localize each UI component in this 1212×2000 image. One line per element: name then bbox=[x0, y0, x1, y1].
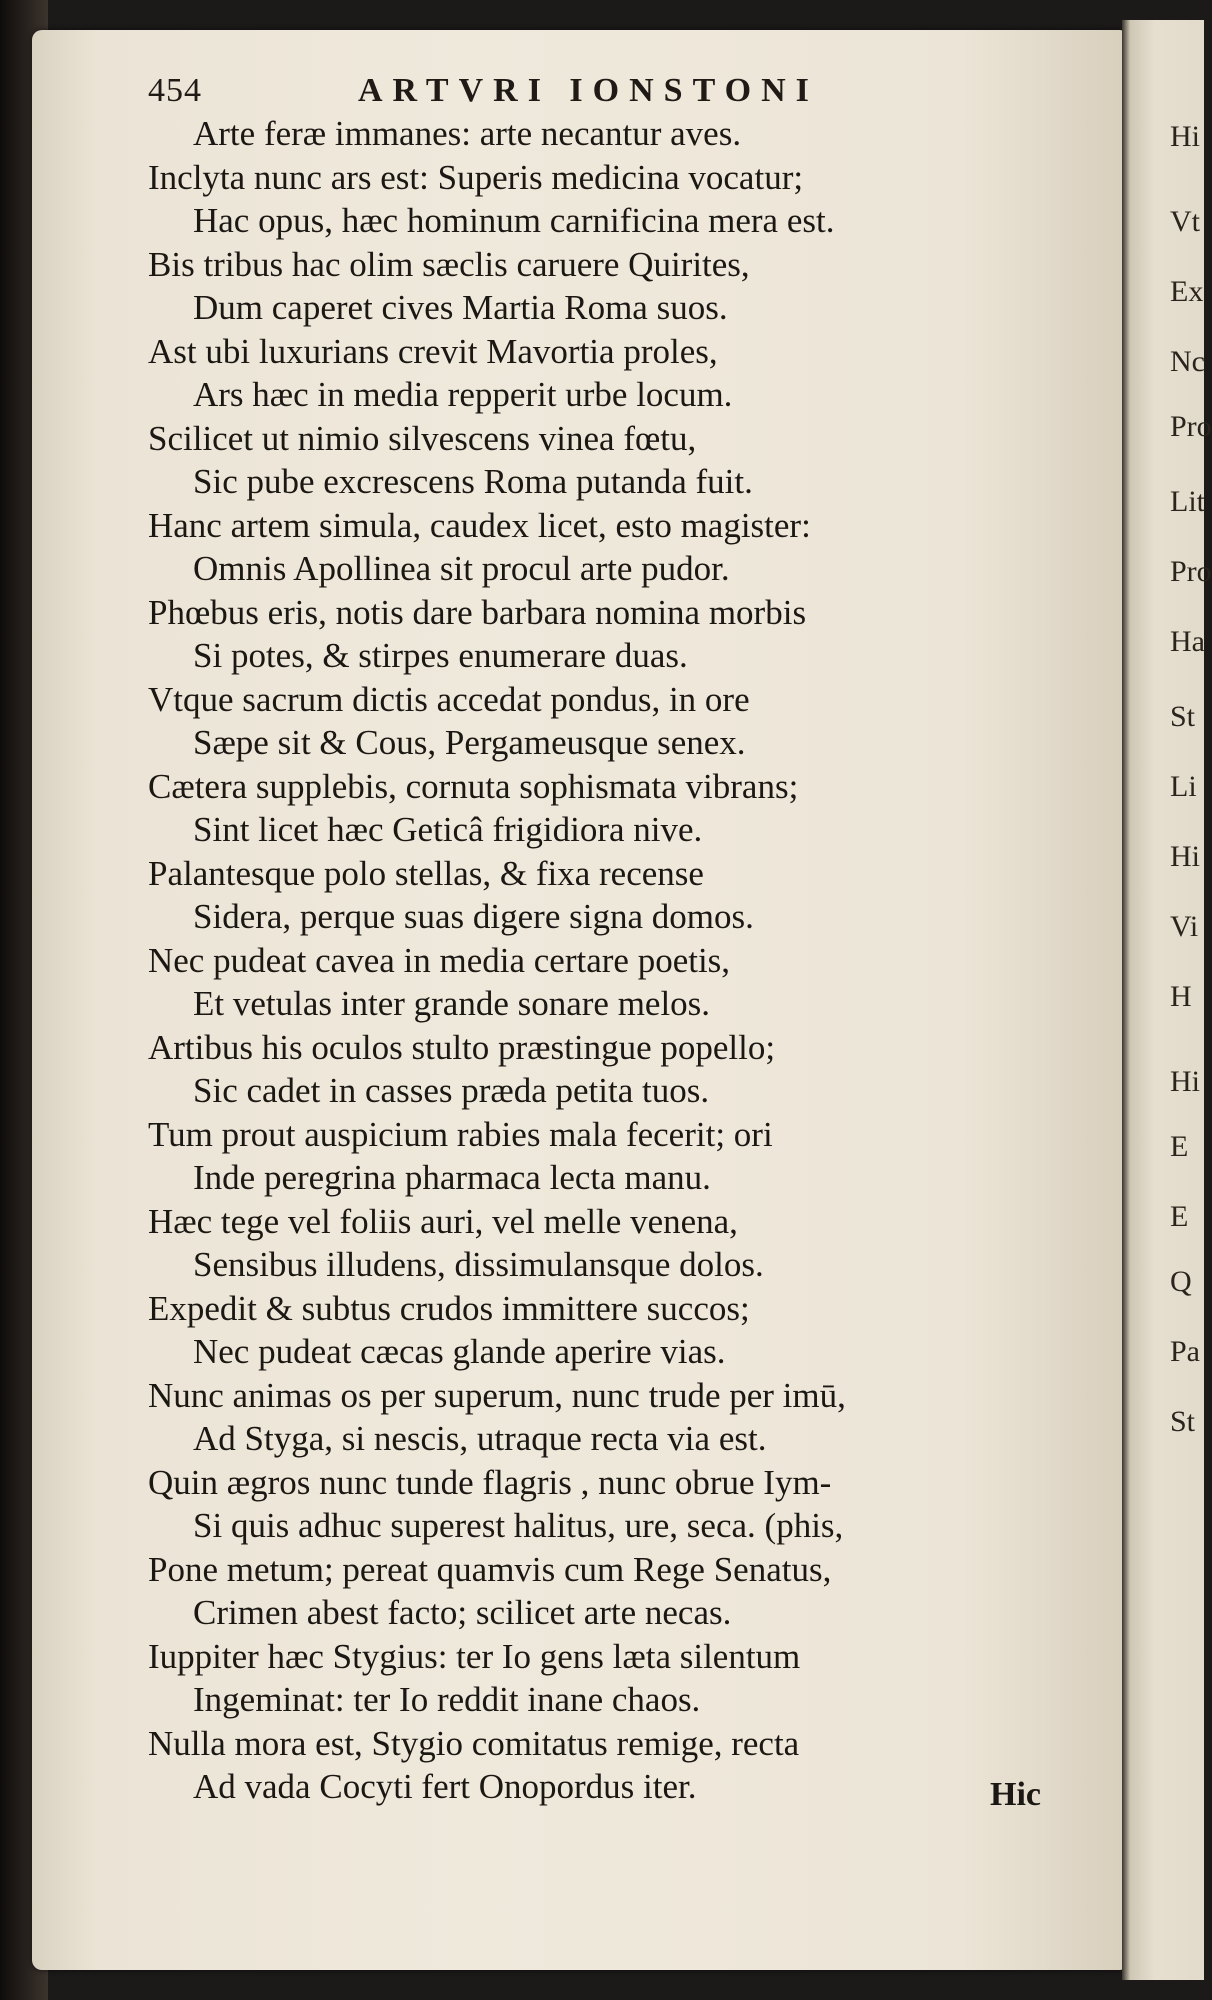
poem-line: Pone metum; pereat quamvis cum Rege Senatus, bbox=[148, 1549, 832, 1589]
poem-text bbox=[148, 112, 1078, 1809]
poem-line: Palantesque polo stellas, & fixa recense bbox=[148, 853, 704, 893]
poem-line: Nec pudeat cæcas glande aperire vias. bbox=[193, 1332, 726, 1371]
poem-line: Quin ægros nunc tunde flagris , nunc obrue Iym- bbox=[148, 1462, 832, 1502]
poem-line: Nunc animas os per superum, nunc trude per imū, bbox=[148, 1375, 846, 1415]
poem-line: Artibus his oculos stulto præstingue popello; bbox=[148, 1027, 776, 1067]
poem-line: Ad vada Cocyti fert Onopordus iter. bbox=[193, 1767, 697, 1806]
poem-line: Arte feræ immanes: arte necantur aves. bbox=[193, 114, 742, 153]
facing-page-fragment: Li bbox=[1170, 770, 1197, 803]
poem-line: Inde peregrina pharmaca lecta manu. bbox=[193, 1158, 711, 1197]
poem-line: Iuppiter hæc Stygius: ter Io gens læta silentum bbox=[148, 1636, 801, 1676]
poem-line: Crimen abest facto; scilicet arte necas. bbox=[193, 1593, 732, 1632]
poem-line: Sint licet hæc Geticâ frigidiora nive. bbox=[193, 810, 703, 849]
catchword: Hic bbox=[990, 1776, 1041, 1813]
page-header bbox=[148, 72, 928, 112]
poem-line: Si quis adhuc superest halitus, ure, seca. (phis, bbox=[193, 1506, 844, 1545]
poem-line: Sensibus illudens, dissimulansque dolos. bbox=[193, 1245, 764, 1284]
facing-page-fragment: E bbox=[1170, 1130, 1189, 1163]
poem-line: Ast ubi luxurians crevit Mavortia proles, bbox=[148, 331, 718, 371]
poem-line: Sæpe sit & Cous, Pergameusque senex. bbox=[193, 723, 746, 762]
facing-page-edge bbox=[1122, 20, 1212, 1980]
poem-line: Vtque sacrum dictis accedat pondus, in ore bbox=[148, 679, 750, 719]
poem-line: Ad Styga, si nescis, utraque recta via est. bbox=[193, 1419, 767, 1458]
poem-line: Hæc tege vel foliis auri, vel melle venena, bbox=[148, 1201, 738, 1241]
facing-page-fragment: Vt bbox=[1170, 205, 1200, 238]
facing-page-fragment: Hi bbox=[1170, 1065, 1200, 1098]
poem-line: Bis tribus hac olim sæclis caruere Quirites, bbox=[148, 244, 750, 284]
facing-page-fragment: Hi bbox=[1170, 120, 1200, 153]
poem-line: Inclyta nunc ars est: Superis medicina vocatur; bbox=[148, 157, 804, 197]
poem-line: Omnis Apollinea sit procul arte pudor. bbox=[193, 549, 730, 588]
poem-line: Sidera, perque suas digere signa domos. bbox=[193, 897, 754, 936]
page-number: 454 bbox=[148, 72, 202, 109]
poem-line: Scilicet ut nimio silvescens vinea fœtu, bbox=[148, 418, 697, 458]
poem-line: Hac opus, hæc hominum carnificina mera est. bbox=[193, 201, 835, 240]
facing-page-fragment: Vi bbox=[1170, 910, 1199, 943]
facing-page-fragment: St bbox=[1170, 1405, 1196, 1438]
running-title: ARTVRI IONSTONI bbox=[358, 72, 819, 109]
poem-line: Hanc artem simula, caudex licet, esto magister: bbox=[148, 505, 811, 545]
facing-page-fragment: Ha bbox=[1170, 625, 1205, 658]
poem-line: Dum caperet cives Martia Roma suos. bbox=[193, 288, 728, 327]
poem-line: Si potes, & stirpes enumerare duas. bbox=[193, 636, 688, 675]
facing-page-fragment: Ex bbox=[1170, 275, 1204, 308]
facing-page-fragment: Hi bbox=[1170, 840, 1200, 873]
poem-line: Sic pube excrescens Roma putanda fuit. bbox=[193, 462, 753, 501]
poem-line: Et vetulas inter grande sonare melos. bbox=[193, 984, 711, 1023]
facing-page-fragment: Q bbox=[1170, 1265, 1192, 1298]
poem-line: Ars hæc in media repperit urbe locum. bbox=[193, 375, 733, 414]
poem-line: Ingeminat: ter Io reddit inane chaos. bbox=[193, 1680, 701, 1719]
facing-page-fragment: E bbox=[1170, 1200, 1189, 1233]
poem-line: Cætera supplebis, cornuta sophismata vibrans; bbox=[148, 766, 799, 806]
facing-page-fragment: Nc bbox=[1170, 345, 1205, 378]
poem-line: Tum prout auspicium rabies mala fecerit; ori bbox=[148, 1114, 773, 1154]
facing-page-fragment: Lit bbox=[1170, 485, 1205, 518]
poem-line: Phœbus eris, notis dare barbara nomina morbis bbox=[148, 592, 807, 632]
facing-page-fragment: Pa bbox=[1170, 1335, 1200, 1368]
facing-page-fragment: Pro bbox=[1170, 555, 1212, 588]
poem-line: Expedit & subtus crudos immittere succos; bbox=[148, 1288, 750, 1328]
poem-line: Nulla mora est, Stygio comitatus remige, recta bbox=[148, 1723, 800, 1763]
facing-page-fragment: H bbox=[1170, 980, 1192, 1013]
poem-line: Nec pudeat cavea in media certare poetis, bbox=[148, 940, 731, 980]
poem-line: Sic cadet in casses præda petita tuos. bbox=[193, 1071, 710, 1110]
facing-page-fragment: St bbox=[1170, 700, 1196, 733]
facing-page-fragment: Pro bbox=[1170, 410, 1212, 443]
